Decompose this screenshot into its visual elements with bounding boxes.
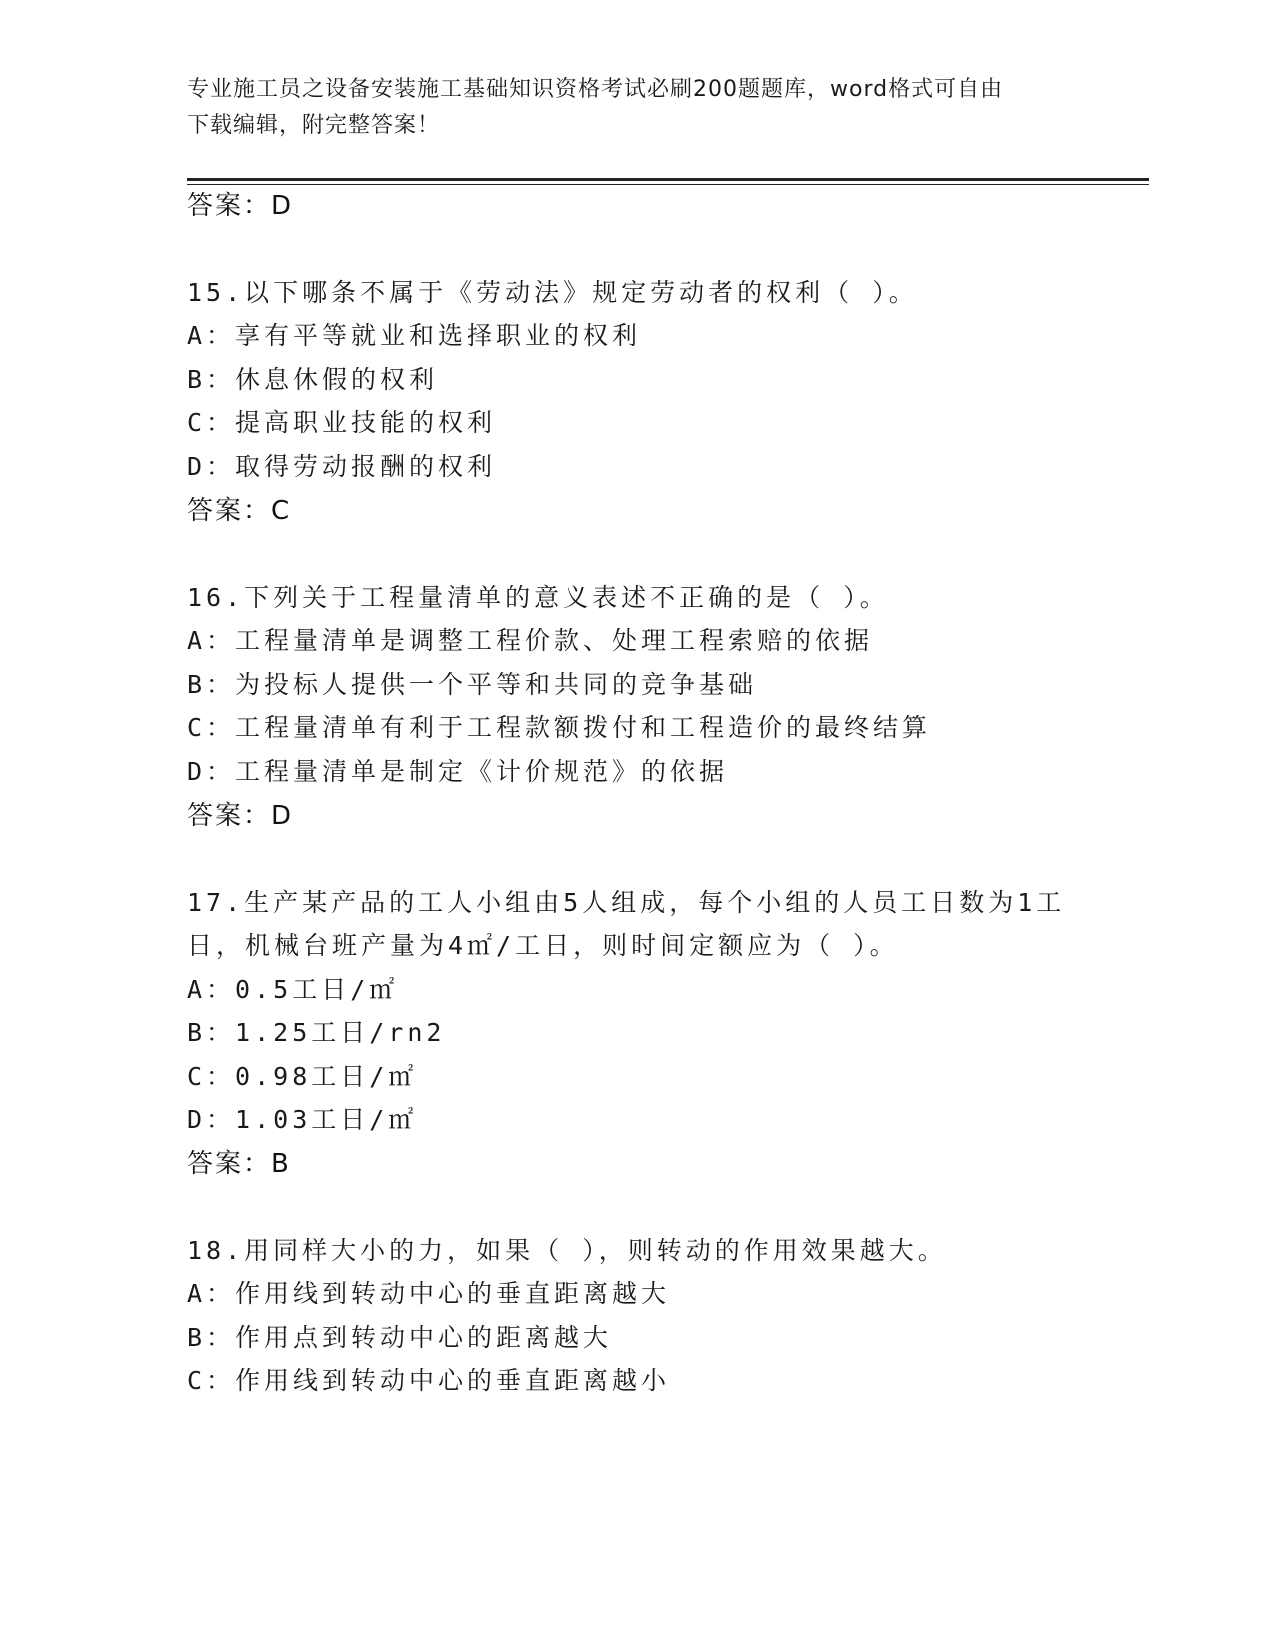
- question-17-option-d: D：1.03工日/㎡: [187, 1105, 418, 1134]
- question-15-option-c: C：提高职业技能的权利: [187, 408, 497, 437]
- question-16-answer: 答案：D: [187, 801, 294, 831]
- question-18-option-c: C：作用线到转动中心的垂直距离越小: [187, 1366, 671, 1395]
- question-15-answer: 答案：C: [187, 496, 292, 526]
- header-line-1: 专业施工员之设备安装施工基础知识资格考试必刷200题题库，word格式可自由: [187, 77, 1004, 102]
- question-15-option-a: A：享有平等就业和选择职业的权利: [187, 321, 642, 350]
- question-17-option-c: C：0.98工日/㎡: [187, 1062, 418, 1091]
- question-18-option-a: A：作用线到转动中心的垂直距离越大: [187, 1279, 671, 1308]
- question-16-option-d: D：工程量清单是制定《计价规范》的依据: [187, 757, 729, 786]
- header-line-2: 下载编辑，附完整答案！: [187, 113, 441, 138]
- question-16-option-c: C：工程量清单有利于工程款额拨付和工程造价的最终结算: [187, 713, 932, 742]
- question-17-option-b: B：1.25工日/rn2: [187, 1018, 446, 1047]
- question-17-answer: 答案：B: [187, 1149, 291, 1179]
- question-16-option-b: B：为投标人提供一个平等和共同的竞争基础: [187, 670, 758, 699]
- question-16-option-a: A：工程量清单是调整工程价款、处理工程索赔的依据: [187, 626, 874, 655]
- header-rule-thick: [187, 178, 1149, 181]
- question-16-stem: 16.下列关于工程量清单的意义表述不正确的是（ ）。: [187, 583, 889, 612]
- header-rule-thin: [187, 184, 1149, 185]
- question-15-option-d: D：取得劳动报酬的权利: [187, 452, 497, 481]
- answer-previous: 答案：D: [187, 191, 294, 221]
- question-17-stem-line-1: 17.生产某产品的工人小组由5人组成，每个小组的人员工日数为1工: [187, 888, 1066, 917]
- question-18-stem: 18.用同样大小的力，如果（ ），则转动的作用效果越大。: [187, 1236, 947, 1265]
- document-header: [187, 72, 1087, 144]
- question-15-option-b: B：休息休假的权利: [187, 365, 439, 394]
- question-17-option-a: A：0.5工日/㎡: [187, 975, 399, 1004]
- question-18-option-b: B：作用点到转动中心的距离越大: [187, 1323, 613, 1352]
- question-17-stem-line-2: 日，机械台班产量为4㎡/工日，则时间定额应为（ ）。: [187, 931, 899, 960]
- question-15-stem: 15.以下哪条不属于《劳动法》规定劳动者的权利（ ）。: [187, 278, 918, 307]
